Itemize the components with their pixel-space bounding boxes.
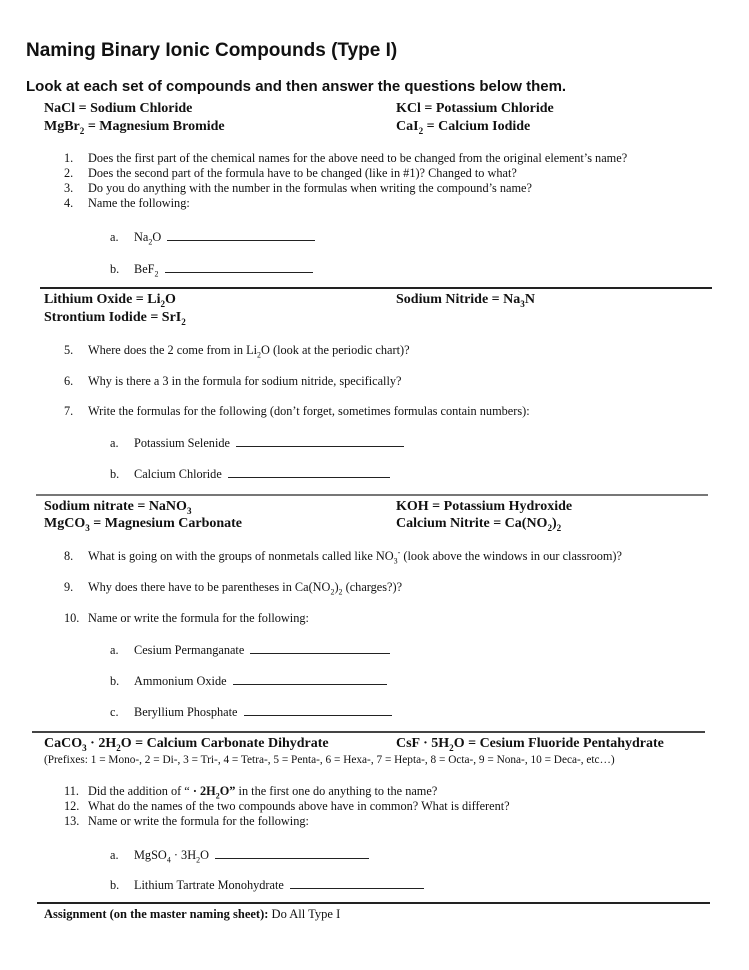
question-number: 9.: [64, 580, 74, 594]
question: [64, 196, 190, 211]
question: [64, 814, 309, 829]
answer-blank[interactable]: [228, 466, 390, 478]
question-text: Why is there a 3 in the formula for sodium nitride, specifically?: [88, 374, 402, 388]
answer-blank[interactable]: [233, 673, 387, 685]
question-number: 1.: [64, 151, 74, 165]
item-text: MgSO$_4$ · $3H_2O$: [134, 848, 213, 865]
question-text: Write the formulas for the following (don’t forget, sometimes formulas contain numbers):: [88, 404, 530, 418]
question: [64, 404, 530, 419]
assignment-line: [44, 907, 340, 922]
item-letter: a.: [110, 643, 119, 657]
question-number: 13.: [64, 814, 80, 828]
compound-label: KCl = Potassium Chloride: [396, 101, 554, 116]
answer-blank[interactable]: [236, 435, 404, 447]
item-letter: b.: [110, 467, 120, 481]
section-divider: [37, 902, 710, 904]
question-text: What is going on with the groups of nonmetals called like $NO_3^-$ (look above the windows in our classroom)?: [88, 547, 622, 566]
question: [64, 166, 517, 181]
answer-item: [110, 435, 404, 451]
question: [64, 181, 532, 196]
item-letter: b.: [110, 674, 120, 688]
question-text: Where does the 2 come from in $Li_2O$ (look at the periodic chart)?: [88, 343, 410, 360]
answer-item: [110, 673, 387, 689]
answer-item: [110, 466, 390, 482]
item-text: Potassium Selenide: [134, 436, 234, 450]
compound-label: MgBr$_2$ = Magnesium Bromide: [44, 119, 225, 136]
compound-label: CaCO$_3$ · $2H_2O$ = Calcium Carbonate Dihydrate: [44, 736, 329, 753]
question-text: Name or write the formula for the following:: [88, 611, 309, 625]
question-number: 4.: [64, 196, 74, 210]
compound-label: MgCO$_3$ = Magnesium Carbonate: [44, 516, 243, 533]
answer-blank[interactable]: [250, 642, 390, 654]
answer-item: [110, 642, 390, 658]
question-text: Does the first part of the chemical names for the above need to be changed from the original element’s name?: [88, 151, 628, 165]
compound-label: NaCl = Sodium Chloride: [44, 101, 193, 116]
question-number: 5.: [64, 343, 74, 357]
item-text: BeF$_2$: [134, 262, 159, 279]
compound-label: Lithium Oxide = $Li_2O$: [44, 292, 176, 309]
compound-label: CsF · $5H_2O$ = Cesium Fluoride Pentahydrate: [396, 736, 664, 753]
section-divider: [32, 731, 705, 733]
item-letter: a.: [110, 230, 119, 244]
question-number: 12.: [64, 799, 80, 813]
compound-label: Strontium Iodide = SrI$_2$: [44, 310, 186, 327]
question-number: 2.: [64, 166, 74, 180]
question-number: 3.: [64, 181, 74, 195]
item-text: $Na_2O$: [134, 230, 165, 247]
question: [64, 784, 437, 799]
compound-label: CaI$_2$ = Calcium Iodide: [396, 119, 531, 136]
answer-item: [110, 704, 392, 720]
item-text: Cesium Permanganate: [134, 643, 248, 657]
item-text: Beryllium Phosphate: [134, 705, 241, 719]
question: [64, 343, 410, 358]
item-letter: b.: [110, 262, 120, 276]
question: [64, 549, 622, 564]
assignment-label: Assignment (on the master naming sheet):: [44, 907, 269, 921]
answer-blank[interactable]: [167, 229, 315, 241]
question-text: Name the following:: [88, 196, 190, 210]
section-divider: [36, 494, 708, 496]
question-number: 8.: [64, 549, 74, 563]
question-number: 7.: [64, 404, 74, 418]
answer-item: [110, 229, 315, 245]
question: [64, 580, 402, 595]
question: [64, 611, 309, 626]
compound-label: Calcium Nitrite = $Ca(NO_2)_2$: [396, 516, 562, 533]
answer-blank[interactable]: [290, 877, 424, 889]
item-letter: a.: [110, 848, 119, 862]
item-text: Ammonium Oxide: [134, 674, 230, 688]
answer-item: [110, 261, 313, 277]
question: [64, 799, 510, 814]
assignment-value: Do All Type I: [268, 907, 341, 921]
question-text: Do you do anything with the number in the formulas when writing the compound’s name?: [88, 181, 532, 195]
answer-blank[interactable]: [244, 704, 392, 716]
question-text: Why does there have to be parentheses in $Ca(NO_2)_2$ (charges?)?: [88, 580, 403, 597]
question-text: Did the addition of “ · $2H_2O$” in the first one do anything to the name?: [88, 784, 438, 801]
answer-item: [110, 847, 369, 863]
instructions: Look at each set of compounds and then answer the questions below them.: [26, 78, 567, 95]
answer-blank[interactable]: [165, 261, 313, 273]
item-letter: a.: [110, 436, 119, 450]
compound-label: KOH = Potassium Hydroxide: [396, 499, 573, 514]
section-divider: [40, 287, 712, 289]
item-text: Calcium Chloride: [134, 467, 225, 481]
prefixes-note: (Prefixes: 1 = Mono-, 2 = Di-, 3 = Tri-, 4 = Tetra-, 5 = Penta-, 6 = Hexa-, 7 = Hepta-, 8 = Octa-, 9 = Nona-, 10 = Deca-, etc…): [44, 754, 615, 766]
question: [64, 374, 401, 389]
item-letter: b.: [110, 878, 120, 892]
page-title: Naming Binary Ionic Compounds (Type I): [26, 40, 398, 61]
question-text: What do the names of the two compounds above have in common? What is different?: [88, 799, 510, 813]
compound-label: Sodium Nitride = $Na_3N$: [396, 292, 535, 309]
compound-label: Sodium nitrate = NaNO$_3$: [44, 499, 192, 516]
item-letter: c.: [110, 705, 119, 719]
question-text: Name or write the formula for the following:: [88, 814, 309, 828]
question-number: 10.: [64, 611, 80, 625]
question: [64, 151, 627, 166]
item-text: Lithium Tartrate Monohydrate: [134, 878, 287, 892]
answer-blank[interactable]: [215, 847, 369, 859]
answer-item: [110, 877, 424, 893]
question-number: 11.: [64, 784, 79, 798]
question-number: 6.: [64, 374, 74, 388]
question-text: Does the second part of the formula have to be changed (like in #1)? Changed to what?: [88, 166, 517, 180]
